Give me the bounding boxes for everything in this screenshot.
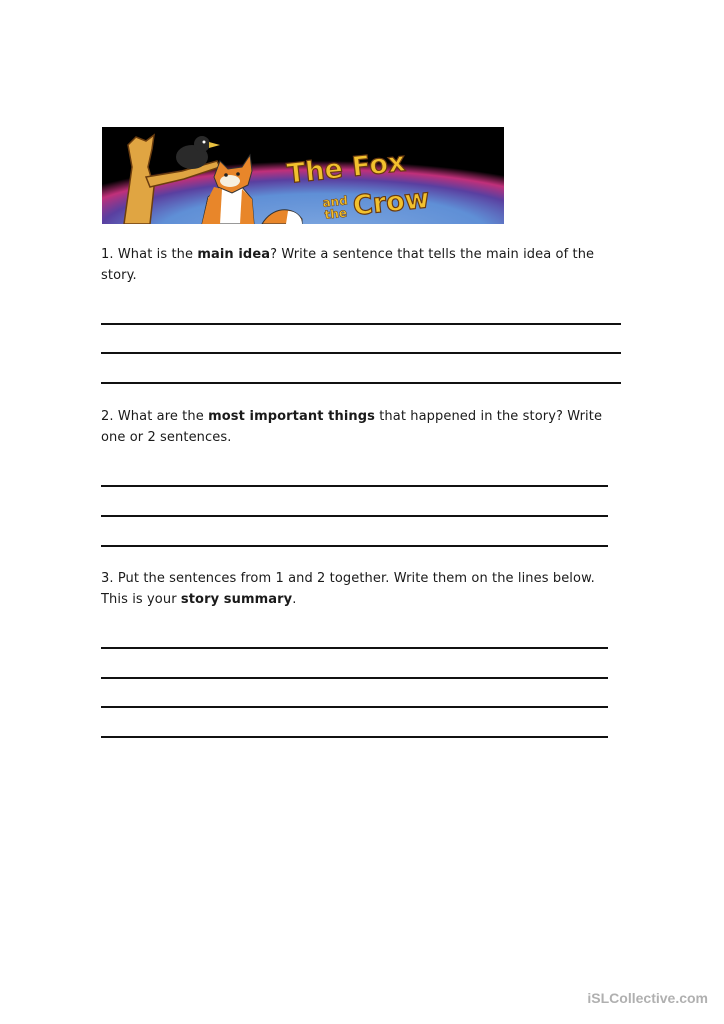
banner-title-line2: Crow <box>351 183 431 222</box>
answer-line[interactable] <box>101 515 608 517</box>
fox-and-crow-banner <box>102 127 504 224</box>
answer-line[interactable] <box>101 706 608 708</box>
answer-line[interactable] <box>101 647 608 649</box>
banner-illustration <box>102 127 504 224</box>
banner-title-line1: The Fox <box>285 146 407 190</box>
question-1-suffix: ? Write a sentence that tells the main idea of the story. <box>101 247 595 283</box>
banner-title-small-and: and <box>321 193 349 210</box>
question-1-prefix: 1. What is the <box>101 247 198 262</box>
answer-line[interactable] <box>101 352 621 354</box>
answer-line[interactable] <box>101 323 621 325</box>
banner-title-small-the: the <box>323 205 348 222</box>
answer-line[interactable] <box>101 382 621 384</box>
question-2 <box>101 406 626 448</box>
question-3 <box>101 568 626 610</box>
answer-line[interactable] <box>101 545 608 547</box>
question-3-suffix: . <box>292 592 297 607</box>
question-1 <box>101 244 626 286</box>
question-3-prefix: 3. Put the sentences from 1 and 2 together. Write them on the lines below. This is your <box>101 571 595 607</box>
question-3-bold: story summary <box>180 592 293 607</box>
question-1-bold: main idea <box>197 247 271 262</box>
answer-line[interactable] <box>101 485 608 487</box>
answer-line[interactable] <box>101 677 608 679</box>
question-2-prefix: 2. What are the <box>101 409 209 424</box>
answer-line[interactable] <box>101 736 608 738</box>
watermark: iSLCollective.com <box>587 990 708 1006</box>
question-2-bold: most important things <box>208 409 375 424</box>
question-2-suffix: that happened in the story? Write one or 2 sentences. <box>101 409 603 445</box>
